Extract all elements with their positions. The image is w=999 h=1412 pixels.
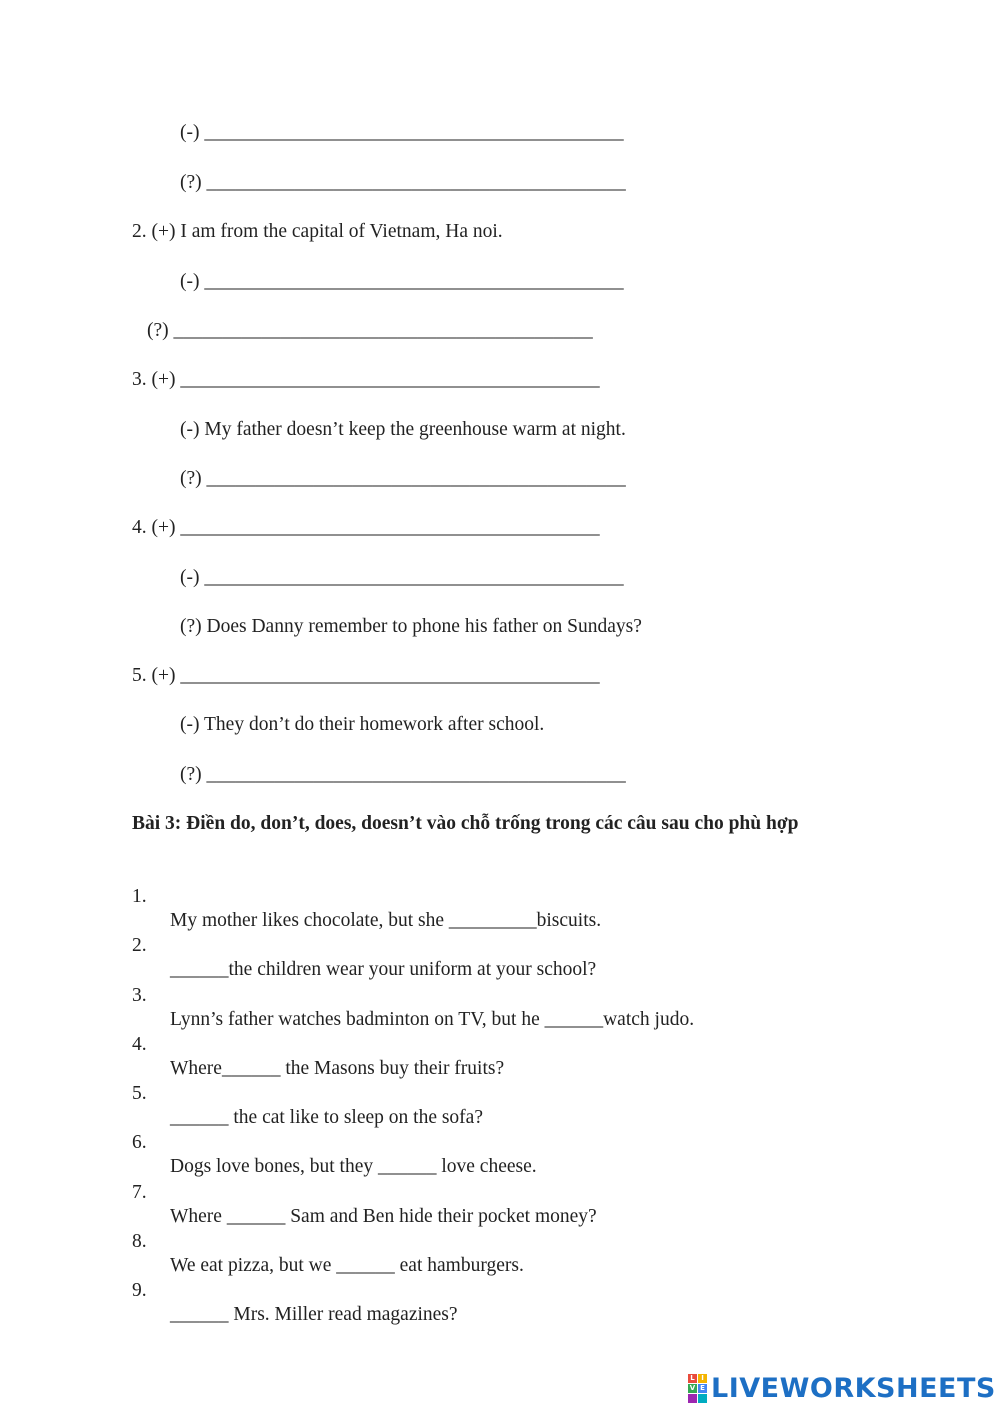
ex2-line1-negative: (-) ___________________________________________	[180, 122, 624, 143]
ex2-line3-negative: (-) My father doesn’t keep the greenhouse warm at night.	[180, 419, 626, 440]
item-text: ______ Mrs. Miller read magazines?	[170, 1304, 458, 1325]
item-text: ______ the cat like to sleep on the sofa?	[170, 1107, 483, 1128]
logo-cell: L	[688, 1374, 697, 1383]
item-text: Where______ the Masons buy their fruits?	[170, 1058, 505, 1079]
ex2-line2-negative: (-) ___________________________________________	[180, 271, 624, 292]
ex2-line3-positive: 3. (+) ___________________________________________	[132, 369, 600, 390]
ex2-line4-negative: (-) ___________________________________________	[180, 567, 624, 588]
ex2-line2-question: (?) ___________________________________________	[147, 320, 593, 341]
item-number: 4.	[132, 1034, 147, 1055]
item-text: Where ______ Sam and Ben hide their pocket money?	[170, 1206, 597, 1227]
brand-name: LIVEWORKSHEETS	[711, 1372, 996, 1404]
logo-cell: I	[698, 1374, 707, 1383]
liveworksheets-logo-icon	[688, 1374, 707, 1403]
item-text: My mother likes chocolate, but she _________biscuits.	[170, 910, 602, 931]
item-text: ______the children wear your uniform at your school?	[170, 959, 597, 980]
ex2-line4-positive: 4. (+) ___________________________________________	[132, 517, 600, 538]
ex2-line5-positive: 5. (+) ___________________________________________	[132, 665, 600, 686]
ex2-line2-positive: 2. (+) I am from the capital of Vietnam, Ha noi.	[132, 221, 503, 242]
item-number: 2.	[132, 935, 147, 956]
item-number: 3.	[132, 985, 147, 1006]
item-number: 1.	[132, 886, 147, 907]
item-text: Dogs love bones, but they ______ love cheese.	[170, 1156, 537, 1177]
logo-cell: E	[698, 1384, 707, 1393]
liveworksheets-watermark	[688, 1372, 996, 1404]
ex2-line5-negative: (-) They don’t do their homework after school.	[180, 714, 545, 735]
item-text: We eat pizza, but we ______ eat hamburgers.	[170, 1255, 524, 1276]
list-item	[0, 1255, 999, 1327]
item-number: 8.	[132, 1231, 147, 1252]
item-number: 5.	[132, 1083, 147, 1104]
item-number: 6.	[132, 1132, 147, 1153]
ex2-line1-question: (?) ___________________________________________	[180, 172, 626, 193]
item-text: Lynn’s father watches badminton on TV, but he ______watch judo.	[170, 1009, 695, 1030]
ex3-heading: Bài 3: Điền do, don’t, does, doesn’t vào chỗ trống trong các câu sau cho phù hợp	[132, 813, 799, 834]
ex2-line3-question: (?) ___________________________________________	[180, 468, 626, 489]
ex2-line5-question: (?) ___________________________________________	[180, 764, 626, 785]
logo-cell	[688, 1394, 697, 1403]
item-number: 9.	[132, 1280, 147, 1301]
logo-cell	[698, 1394, 707, 1403]
logo-cell: V	[689, 1383, 696, 1392]
item-number: 7.	[132, 1182, 147, 1203]
ex2-line4-question: (?) Does Danny remember to phone his father on Sundays?	[180, 616, 642, 637]
